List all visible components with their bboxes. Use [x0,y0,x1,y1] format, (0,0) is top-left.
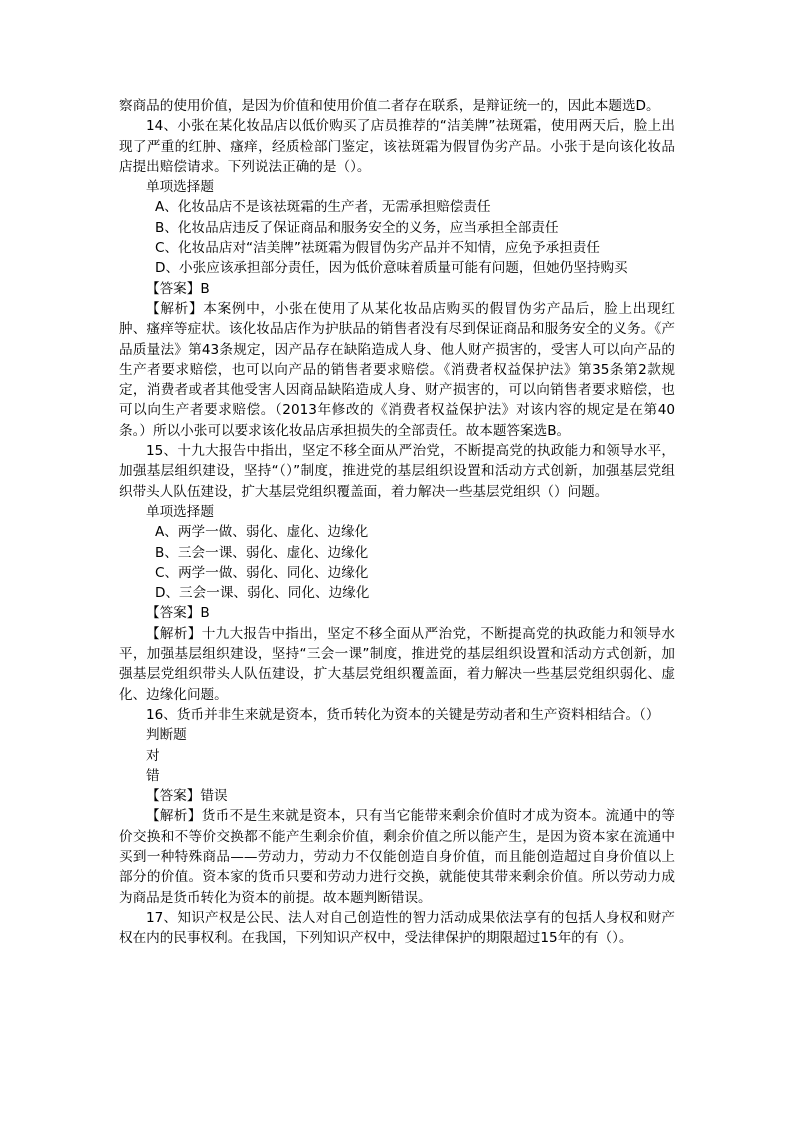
option-c: C、化妆品店对“洁美牌”祛斑霜为假冒伪劣产品并不知情，应免予承担责任 [155,240,600,257]
question-16: 16、货币并非生来就是资本，货币转化为资本的关键是劳动者和生产资料相结合。（） [146,706,660,723]
option-d: D、小张应该承担部分责任，因为低价意味着质量可能有问题，但她仍坚持购买 [155,260,628,277]
option-b: B、三会一课、弱化、虚化、边缘化 [155,544,369,561]
question-14: 14、小张在某化妆品店以低价购买了店员推荐的“洁美牌”祛斑霜，使用两天后，脸上出现了严重的红肿、瘙痒，经质检部门鉴定，该祛斑霜为假冒伪劣产品。小张于是向该化妆品店提出赔偿请求。下列说法正确的是（）。 [119,118,675,175]
explanation: 【解析】本案例中，小张在使用了从某化妆品店购买的假冒伪劣产品后，脸上出现红肿、瘙痒等症状。该化妆品店作为护肤品的销售者没有尽到保证商品和服务安全的义务。《产品质量法》第43条规定，因产品存在缺陷造成人身、他人财产损害的，受害人可以向产品的生产者要求赔偿，也可以向产品的销售者要求赔偿。《消费者权益保护法》第35条第2款规定，消费者或者其他受害人因商品缺陷造成人身、财产损害的，可以向销售者要求赔偿，也可以向生产者要求赔偿。（2013年修改的《消费者权益保护法》对该内容的规定是在第40条。）所以小张可以要求该化妆品店承担损失的全部责任。故本题答案选B。 [119,300,675,439]
document-body [119,96,675,948]
option-b: B、化妆品店违反了保证商品和服务安全的义务，应当承担全部责任 [155,219,559,236]
answer-label: 【答案】B [146,605,210,622]
question-type-label: 单项选择题 [146,503,214,520]
question-type-label: 单项选择题 [146,179,214,196]
explanation: 【解析】货币不是生来就是资本，只有当它能带来剩余价值时才成为资本。流通中的等价交换和不等价交换都不能产生剩余价值，剩余价值之所以能产生，是因为资本家在流通中买到一种特殊商品——劳动力，劳动力不仅能创造自身价值，而且能创造超过自身价值以上部分的价值。资本家的货币只要和劳动力进行交换，就能使其带来剩余价值。所以劳动力成为商品是货币转化为资本的前提。故本题判断错误。 [119,808,675,906]
option-true: 对 [146,747,160,764]
question-15: 15、十九大报告中指出，坚定不移全面从严治党，不断提高党的执政能力和领导水平，加强基层组织建设，坚持“（）”制度，推进党的基层组织设置和活动方式创新，加强基层党组织带头人队伍建设，扩大基层党组织覆盖面，着力解决一些基层党组织（）问题。 [119,443,675,500]
paragraph-continuation: 察商品的使用价值，是因为价值和使用价值二者存在联系，是辩证统一的，因此本题选D。 [119,98,660,114]
explanation: 【解析】十九大报告中指出，坚定不移全面从严治党，不断提高党的执政能力和领导水平，加强基层组织建设，坚持“三会一课”制度，推进党的基层组织设置和活动方式创新，加强基层党组织带头人队伍建设，扩大基层党组织覆盖面，着力解决一些基层党组织弱化、虚化、边缘化问题。 [119,625,675,703]
question-type-label: 判断题 [146,727,187,744]
answer-label: 【答案】B [146,280,210,297]
option-c: C、两学一做、弱化、同化、边缘化 [155,564,369,581]
option-a: A、两学一做、弱化、虚化、边缘化 [155,524,369,541]
option-d: D、三会一课、弱化、同化、边缘化 [155,585,370,602]
question-17: 17、知识产权是公民、法人对自己创造性的智力活动成果依法享有的包括人身权和财产权在内的民事权利。在我国，下列知识产权中，受法律保护的期限超过15年的有（）。 [119,909,675,947]
option-false: 错 [146,767,160,784]
answer-label: 【答案】错误 [146,788,228,805]
option-a: A、化妆品店不是该祛斑霜的生产者，无需承担赔偿责任 [155,199,491,216]
